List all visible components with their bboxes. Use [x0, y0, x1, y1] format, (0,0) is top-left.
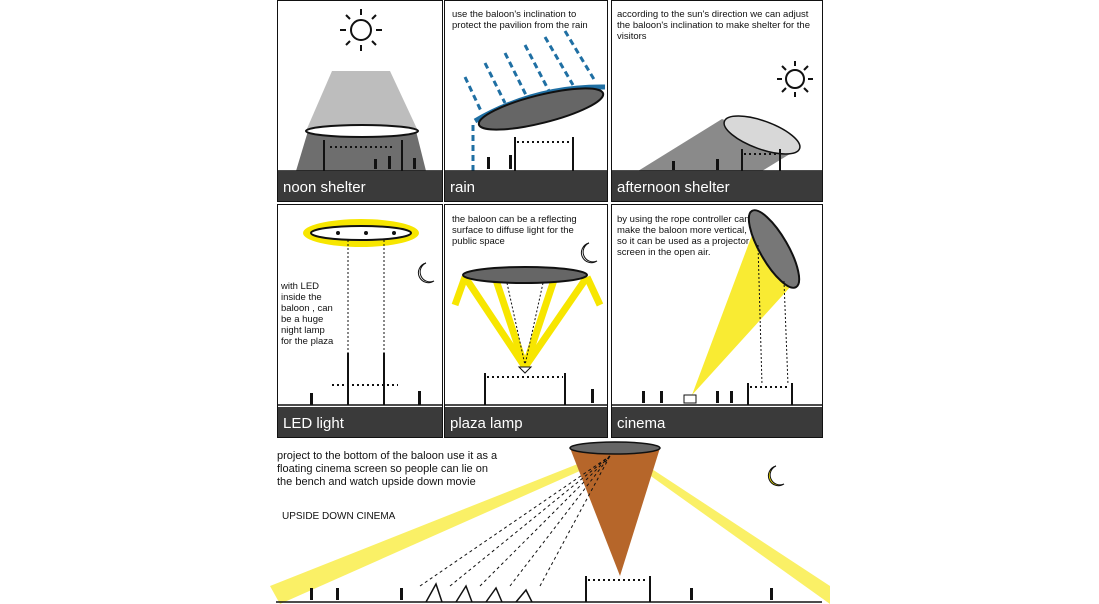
label-bar [445, 407, 607, 437]
benches [426, 584, 532, 602]
panel-label: LED light [283, 415, 344, 432]
balloon [306, 125, 418, 137]
label-bar [278, 171, 442, 201]
people-icon [310, 588, 773, 600]
ropes [348, 240, 384, 355]
pavilion [485, 373, 565, 405]
label-bar [612, 407, 822, 437]
panel-plaza-lamp [444, 204, 608, 438]
panel-cinema [611, 204, 823, 438]
panel-label: plaza lamp [450, 415, 523, 432]
panel-led-light [277, 204, 443, 438]
label-bar [612, 171, 822, 201]
panel-note: according to the sun's direction we can adjust the baloon's inclination to make shelter for the visitors [617, 9, 810, 42]
projector-icon [684, 395, 696, 403]
label-bar [445, 171, 607, 201]
sun-icon [777, 61, 813, 97]
pavilion [332, 353, 398, 405]
pavilion [586, 576, 650, 602]
balloon [570, 442, 660, 454]
pavilion [748, 383, 792, 405]
pavilion [515, 137, 573, 171]
light-cone [306, 71, 418, 131]
balloon-cone [570, 448, 660, 576]
panel-note: use the baloon's inclination to protect the pavilion from the rain [452, 9, 588, 31]
projector-icon [519, 367, 531, 373]
panel-note: with LED inside the baloon , can be a huge night lamp for the plaza [281, 281, 334, 347]
panel-noon-shelter [277, 0, 443, 202]
balloon [463, 267, 587, 283]
panel-label: noon shelter [283, 179, 366, 196]
people-icon [310, 391, 421, 405]
panel-label: rain [450, 179, 476, 196]
panel-label: cinema [617, 415, 666, 432]
moon-icon [768, 466, 784, 486]
people-icon [487, 155, 512, 169]
panel-afternoon-shelter [611, 0, 823, 202]
sun-icon [340, 9, 382, 51]
bottom-title: UPSIDE DOWN CINEMA [282, 511, 396, 522]
moon-icon [418, 263, 434, 283]
panel-label: afternoon shelter [617, 179, 730, 196]
bottom-note: project to the bottom of the baloon use it as a floating cinema screen so people can lie on the bench and watch upside down movie [277, 450, 498, 488]
label-bar [278, 407, 442, 437]
panel-note: the baloon can be a reflecting surface to diffuse light for the public space [452, 214, 577, 247]
panel-note: by using the rope controller can make the baloon more vertical, so it can be used as a projector screen in the open air. [617, 214, 750, 258]
panel-rain [444, 0, 608, 202]
people-icon [591, 389, 594, 403]
